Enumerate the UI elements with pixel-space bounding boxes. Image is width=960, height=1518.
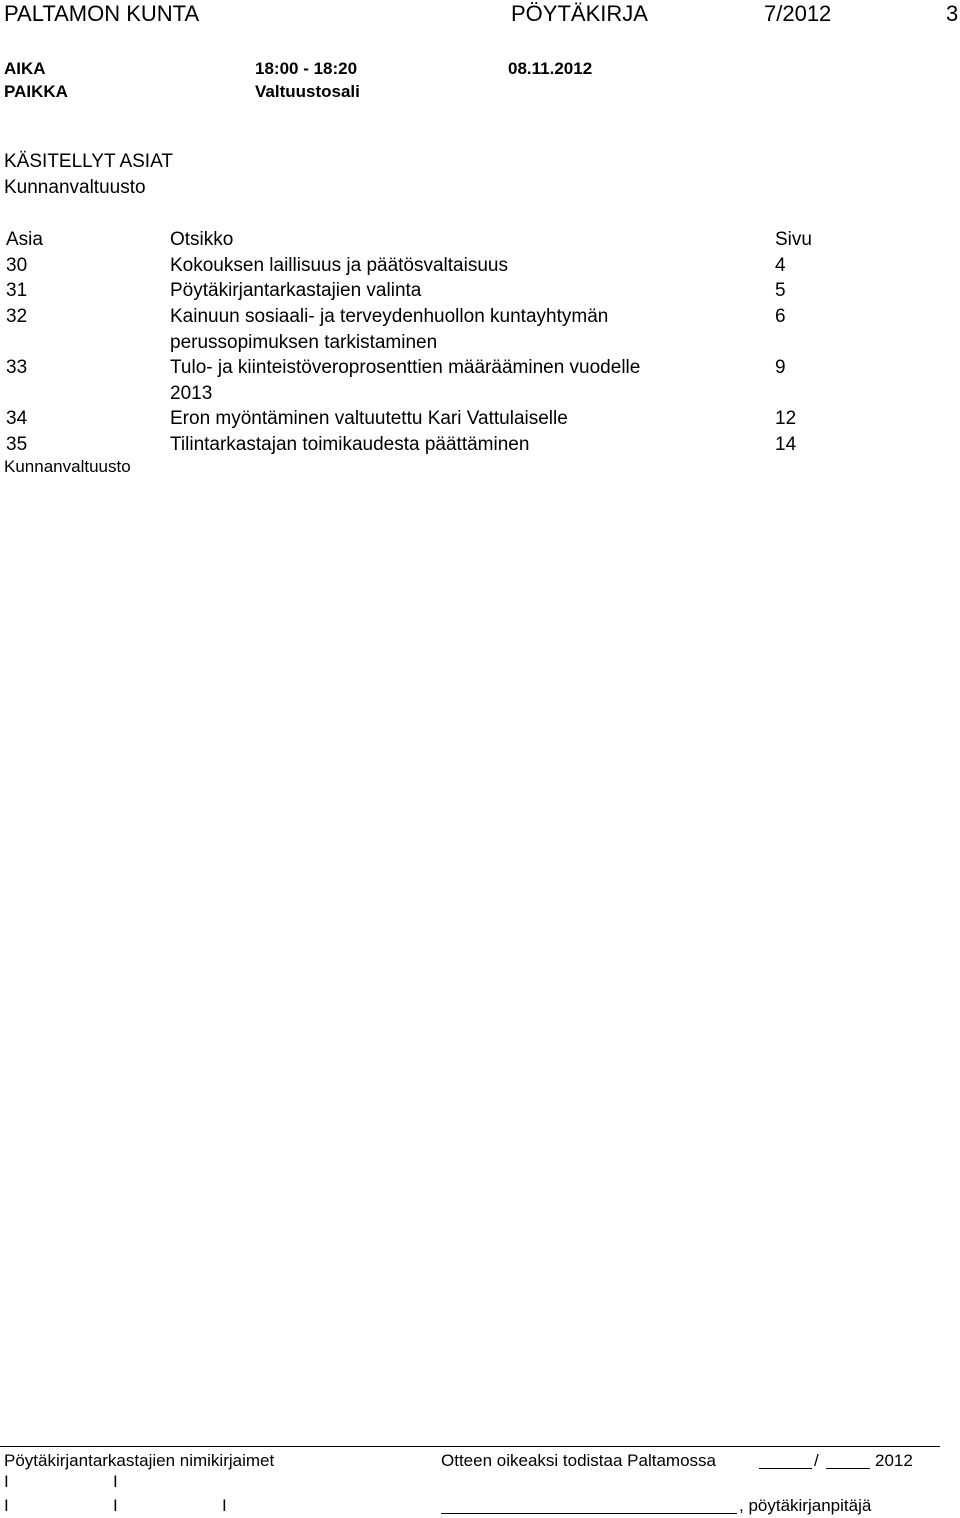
footer-initial-slot: I <box>222 1496 227 1515</box>
table-row-title-cont: 2013 <box>170 383 213 404</box>
table-row-title: Kainuun sosiaali- ja terveydenhuollon kuntayhtymän <box>170 306 609 327</box>
col-header-page: Sivu <box>775 229 812 250</box>
place-value: Valtuustosali <box>255 82 360 101</box>
col-header-item: Asia <box>6 229 43 250</box>
time-label: AIKA <box>4 59 46 78</box>
footer-certify-label: Otteen oikeaksi todistaa Paltamossa <box>441 1451 716 1470</box>
table-row-page: 5 <box>775 280 786 301</box>
table-row-title: Pöytäkirjantarkastajien valinta <box>170 280 422 301</box>
page-number: 3 <box>946 1 959 26</box>
table-row-title: Tulo- ja kiinteistöveroprosenttien määrääminen vuodelle <box>170 357 641 378</box>
footer-initials-label: Pöytäkirjantarkastajien nimikirjaimet <box>4 1451 275 1470</box>
document-type: PÖYTÄKIRJA <box>511 1 648 26</box>
table-row-title: Kokouksen laillisuus ja päätösvaltaisuus <box>170 255 508 276</box>
footer-initial-slot: I <box>113 1472 118 1491</box>
time-value: 18:00 - 18:20 <box>255 59 358 78</box>
table-row-item: 32 <box>6 306 28 327</box>
table-row-item: 30 <box>6 255 28 276</box>
footer-rule <box>0 1446 940 1447</box>
table-row-item: 34 <box>6 408 28 429</box>
section-body: Kunnanvaltuusto <box>4 177 146 198</box>
footer-secretary-label: , pöytäkirjanpitäjä <box>739 1496 872 1515</box>
section-title: KÄSITELLYT ASIAT <box>4 151 173 172</box>
footer-month-blank <box>826 1468 870 1469</box>
table-row-title-cont: perussopimuksen tarkistaminen <box>170 332 438 353</box>
table-row-page: 9 <box>775 357 786 378</box>
table-row-item: 35 <box>6 434 28 455</box>
meeting-date: 08.11.2012 <box>508 59 593 78</box>
table-row-item: 33 <box>6 357 28 378</box>
table-row-item: 31 <box>6 280 28 301</box>
footer-year: 2012 <box>875 1451 913 1470</box>
document-number: 7/2012 <box>764 1 832 26</box>
footer-date-separator: / <box>814 1451 819 1470</box>
footer-day-blank <box>759 1468 812 1469</box>
municipality-name: PALTAMON KUNTA <box>4 1 200 26</box>
footer-initial-slot: I <box>4 1496 9 1515</box>
table-row-page: 6 <box>775 306 786 327</box>
footer-initial-slot: I <box>113 1496 118 1515</box>
table-row-page: 14 <box>775 434 797 455</box>
table-after-label: Kunnanvaltuusto <box>4 457 131 476</box>
table-row-title: Tilintarkastajan toimikaudesta päättäminen <box>170 434 530 455</box>
footer-signature-blank <box>441 1513 737 1514</box>
place-label: PAIKKA <box>4 82 68 101</box>
table-row-title: Eron myöntäminen valtuutettu Kari Vattulaiselle <box>170 408 568 429</box>
table-row-page: 4 <box>775 255 786 276</box>
col-header-title: Otsikko <box>170 229 234 250</box>
table-row-page: 12 <box>775 408 797 429</box>
footer-initial-slot: I <box>4 1472 9 1491</box>
